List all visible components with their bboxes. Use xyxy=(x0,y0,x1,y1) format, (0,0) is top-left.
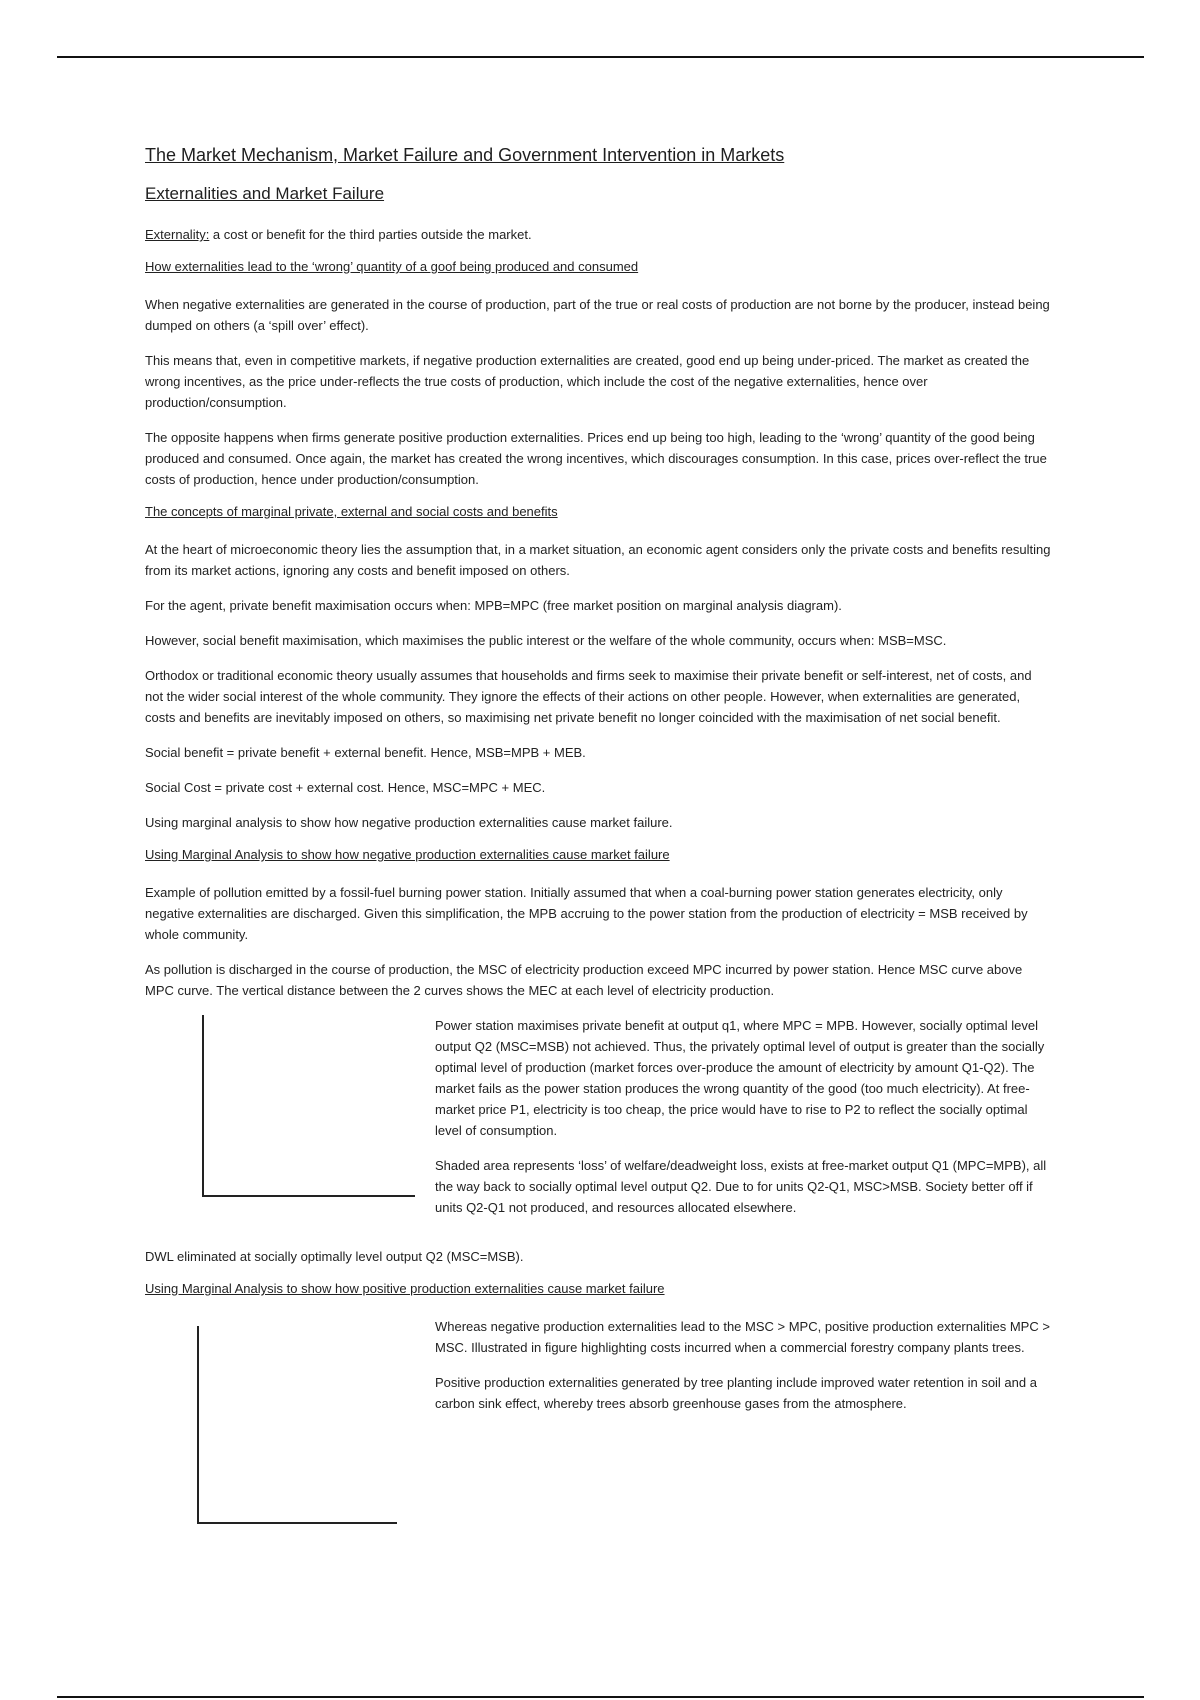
negative-externality-figure-block xyxy=(145,1015,1053,1232)
section-title: Externalities and Market Failure xyxy=(145,184,385,203)
paragraph: Social benefit = private benefit + external benefit. Hence, MSB=MPB + MEB. xyxy=(145,745,586,760)
paragraph: Orthodox or traditional economic theory usually assumes that households and firms seek to maximise their private benefit or self-interest, net of costs, and not the wider social interest of the whole community. They ignore the effects of their actions on other people. However, when externalities are generated, costs and benefits are inevitably imposed on others, so maximising net private benefit no longer coincided with the maximisation of net social benefit. xyxy=(145,668,1032,725)
y-axis xyxy=(202,1015,204,1195)
paragraph: Example of pollution emitted by a fossil-fuel burning power station. Initially assumed that when a coal-burning power station generates electricity, only negative externalities are discharged. Given this simplification, the MPB accruing to the power station from the production of electricity = MSB received by whole community. xyxy=(145,885,1028,942)
paragraph: Power station maximises private benefit at output q1, where MPC = MPB. However, socially optimal level output Q2 (MSC=MSB) not achieved. Thus, the privately optimal level of output is greater than the socially optimal level of production (market forces over-produce the amount of electricity by amount Q1-Q2). The market fails as the power station produces the wrong quantity of the good (too much electricity). At free-market price P1, electricity is too cheap, the price would have to rise to P2 to reflect the socially optimal level of consumption. xyxy=(435,1018,1045,1138)
paragraph: When negative externalities are generated in the course of production, part of the true or real costs of production are not borne by the producer, instead being dumped on others (a ‘spill over’ effect). xyxy=(145,297,1050,333)
figure-text xyxy=(435,1316,1053,1526)
document-title: The Market Mechanism, Market Failure and Government Intervention in Markets xyxy=(145,145,785,165)
header-rule xyxy=(57,56,1144,58)
paragraph: At the heart of microeconomic theory lies the assumption that, in a market situation, an economic agent considers only the private costs and benefits resulting from its market actions, ignoring any costs and benefit imposed on others. xyxy=(145,542,1051,578)
paragraph: Social Cost = private cost + external cost. Hence, MSC=MPC + MEC. xyxy=(145,780,546,795)
negative-externality-diagram xyxy=(145,1015,435,1205)
heading-wrong-quantity: How externalities lead to the ‘wrong’ quantity of a goof being produced and consumed xyxy=(145,259,639,274)
paragraph: This means that, even in competitive markets, if negative production externalities are created, good end up being under-priced. The market as created the wrong incentives, as the price under-reflects the true costs of production, which include the cost of the negative externalities, hence over production/consumption. xyxy=(145,353,1030,410)
x-axis xyxy=(197,1522,397,1524)
definition xyxy=(145,224,1053,245)
heading-negative-externalities: Using Marginal Analysis to show how negative production externalities cause market failure xyxy=(145,847,670,862)
paragraph: Positive production externalities generated by tree planting include improved water retention in soil and a carbon sink effect, whereby trees absorb greenhouse gases from the atmosphere. xyxy=(435,1375,1037,1411)
paragraph: Using marginal analysis to show how negative production externalities cause market failure. xyxy=(145,815,673,830)
footer-rule xyxy=(57,1696,1144,1698)
paragraph: For the agent, private benefit maximisation occurs when: MPB=MPC (free market position on marginal analysis diagram). xyxy=(145,598,842,613)
paragraph: Whereas negative production externalities lead to the MSC > MPC, positive production externalities MPC > MSC. Illustrated in figure highlighting costs incurred when a commercial forestry company plants trees. xyxy=(435,1319,1050,1355)
y-axis xyxy=(197,1326,199,1522)
paragraph: The opposite happens when firms generate positive production externalities. Prices end up being too high, leading to the ‘wrong’ quantity of the good being produced and consumed. Once again, the market has created the wrong incentives, which discourages consumption. In this case, prices over-reflect the true costs of production, hence under production/consumption. xyxy=(145,430,1047,487)
paragraph: However, social benefit maximisation, which maximises the public interest or the welfare of the whole community, occurs when: MSB=MSC. xyxy=(145,633,947,648)
x-axis xyxy=(202,1195,415,1197)
figure-text xyxy=(435,1015,1053,1232)
heading-marginal-concepts: The concepts of marginal private, external and social costs and benefits xyxy=(145,504,558,519)
positive-externality-diagram xyxy=(145,1316,435,1526)
paragraph: Shaded area represents ‘loss’ of welfare/deadweight loss, exists at free-market output Q1 (MPC=MPB), all the way back to socially optimal level output Q2. Due to for units Q2-Q1, MSC>MSB. Society better off if units Q2-Q1 not produced, and resources allocated elsewhere. xyxy=(435,1158,1047,1215)
paragraph: DWL eliminated at socially optimally level output Q2 (MSC=MSB). xyxy=(145,1249,524,1264)
document-body xyxy=(145,145,1053,1540)
definition-term: Externality: xyxy=(145,227,210,242)
paragraph: As pollution is discharged in the course of production, the MSC of electricity production exceed MPC incurred by power station. Hence MSC curve above MPC curve. The vertical distance between the 2 curves shows the MEC at each level of electricity production. xyxy=(145,962,1023,998)
definition-text: a cost or benefit for the third parties outside the market. xyxy=(209,227,532,242)
positive-externality-figure-block xyxy=(145,1316,1053,1526)
heading-positive-externalities: Using Marginal Analysis to show how positive production externalities cause market failure xyxy=(145,1281,665,1296)
